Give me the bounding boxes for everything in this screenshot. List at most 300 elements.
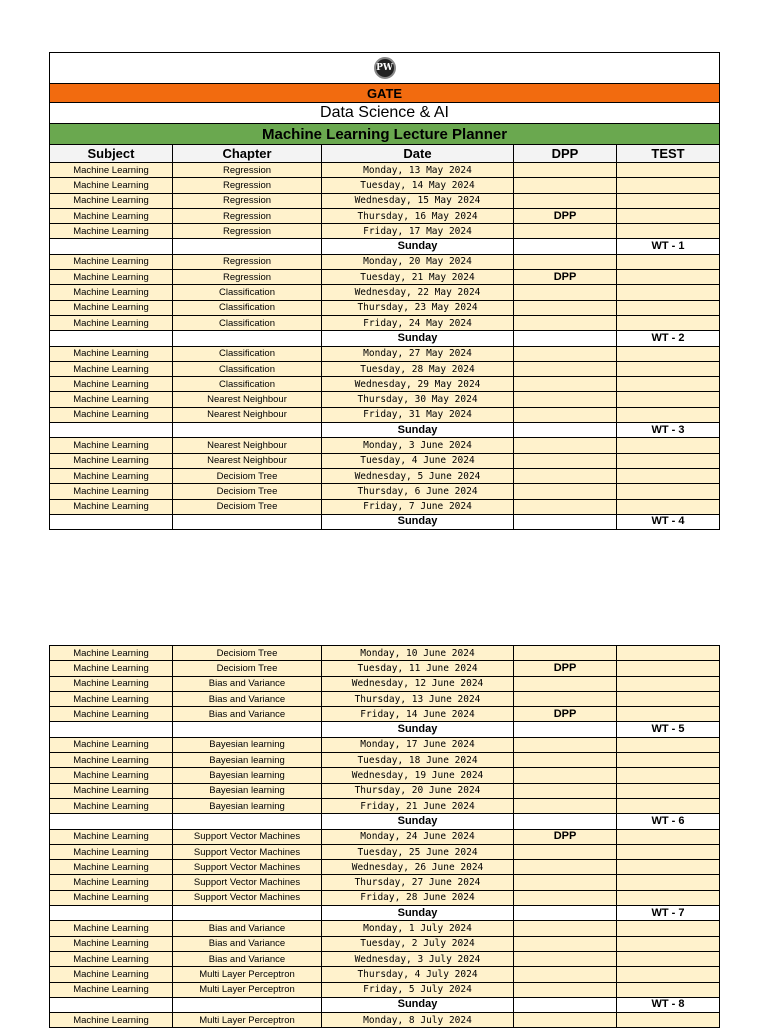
date-cell: Monday, 1 July 2024	[322, 921, 514, 936]
table-row	[50, 377, 720, 392]
chapter-cell	[173, 906, 322, 921]
table-row	[50, 270, 720, 285]
chapter-cell: Bayesian learning	[173, 753, 322, 768]
test-cell	[617, 407, 720, 422]
dpp-cell	[514, 768, 617, 783]
program-title: Data Science & AI	[50, 103, 720, 124]
subject-cell: Machine Learning	[50, 361, 173, 376]
chapter-cell: Regression	[173, 270, 322, 285]
chapter-cell: Bayesian learning	[173, 783, 322, 798]
table-row	[50, 829, 720, 844]
dpp-cell	[514, 860, 617, 875]
sunday-label: Sunday	[322, 239, 514, 254]
test-cell	[617, 377, 720, 392]
subject-cell: Machine Learning	[50, 951, 173, 966]
subject-cell: Machine Learning	[50, 285, 173, 300]
date-cell: Tuesday, 25 June 2024	[322, 844, 514, 859]
subject-cell: Machine Learning	[50, 377, 173, 392]
subject-cell: Machine Learning	[50, 691, 173, 706]
chapter-cell: Bayesian learning	[173, 737, 322, 752]
table-row	[50, 484, 720, 499]
chapter-cell: Support Vector Machines	[173, 829, 322, 844]
dpp-cell	[514, 315, 617, 330]
planner-banner	[50, 124, 720, 145]
test-cell	[617, 453, 720, 468]
test-cell	[617, 193, 720, 208]
date-cell: Tuesday, 28 May 2024	[322, 361, 514, 376]
date-cell: Friday, 7 June 2024	[322, 499, 514, 514]
dpp-cell	[514, 285, 617, 300]
test-cell	[617, 270, 720, 285]
test-cell	[617, 783, 720, 798]
planner-table-page-2	[49, 645, 720, 1028]
sunday-row	[50, 997, 720, 1012]
date-cell: Monday, 10 June 2024	[322, 646, 514, 661]
dpp-cell	[514, 753, 617, 768]
dpp-cell	[514, 438, 617, 453]
table-row	[50, 707, 720, 722]
dpp-cell	[514, 737, 617, 752]
test-cell	[617, 982, 720, 997]
date-cell: Thursday, 4 July 2024	[322, 967, 514, 982]
dpp-cell	[514, 921, 617, 936]
chapter-cell: Regression	[173, 224, 322, 239]
chapter-cell: Classification	[173, 315, 322, 330]
chapter-cell: Bias and Variance	[173, 676, 322, 691]
subject-cell: Machine Learning	[50, 438, 173, 453]
subject-cell: Machine Learning	[50, 737, 173, 752]
chapter-cell: Bias and Variance	[173, 951, 322, 966]
chapter-cell: Bias and Variance	[173, 707, 322, 722]
dpp-cell	[514, 300, 617, 315]
dpp-cell	[514, 783, 617, 798]
table-row	[50, 844, 720, 859]
chapter-cell: Support Vector Machines	[173, 890, 322, 905]
sunday-label: Sunday	[322, 331, 514, 346]
subject-cell: Machine Learning	[50, 193, 173, 208]
dpp-cell	[514, 361, 617, 376]
logo-row	[50, 53, 720, 84]
dpp-cell: DPP	[514, 208, 617, 223]
table-row	[50, 646, 720, 661]
table-row	[50, 224, 720, 239]
sunday-label: Sunday	[322, 423, 514, 438]
dpp-cell	[514, 875, 617, 890]
test-cell	[617, 844, 720, 859]
table-row	[50, 860, 720, 875]
chapter-cell: Classification	[173, 300, 322, 315]
test-cell	[617, 392, 720, 407]
date-cell: Thursday, 13 June 2024	[322, 691, 514, 706]
date-cell: Tuesday, 18 June 2024	[322, 753, 514, 768]
date-cell: Monday, 17 June 2024	[322, 737, 514, 752]
dpp-cell	[514, 844, 617, 859]
test-label: WT - 4	[617, 514, 720, 529]
dpp-cell: DPP	[514, 707, 617, 722]
test-cell	[617, 798, 720, 813]
test-cell	[617, 346, 720, 361]
subject-cell: Machine Learning	[50, 661, 173, 676]
chapter-cell: Regression	[173, 208, 322, 223]
test-cell	[617, 707, 720, 722]
test-cell	[617, 315, 720, 330]
dpp-cell	[514, 646, 617, 661]
date-cell: Thursday, 27 June 2024	[322, 875, 514, 890]
dpp-cell	[514, 423, 617, 438]
sunday-label: Sunday	[322, 722, 514, 737]
table-row	[50, 453, 720, 468]
subject-cell: Machine Learning	[50, 890, 173, 905]
table-row	[50, 178, 720, 193]
chapter-cell	[173, 997, 322, 1012]
date-cell: Tuesday, 2 July 2024	[322, 936, 514, 951]
chapter-cell: Regression	[173, 254, 322, 269]
date-cell: Friday, 28 June 2024	[322, 890, 514, 905]
subject-cell: Machine Learning	[50, 163, 173, 178]
table-row	[50, 468, 720, 483]
dpp-cell	[514, 936, 617, 951]
sunday-label: Sunday	[322, 906, 514, 921]
date-cell: Monday, 20 May 2024	[322, 254, 514, 269]
column-header-date: Date	[322, 145, 514, 163]
dpp-cell	[514, 178, 617, 193]
table-row	[50, 361, 720, 376]
test-cell	[617, 967, 720, 982]
sunday-row	[50, 239, 720, 254]
test-cell	[617, 468, 720, 483]
test-cell	[617, 829, 720, 844]
dpp-cell	[514, 453, 617, 468]
dpp-cell: DPP	[514, 270, 617, 285]
test-label: WT - 1	[617, 239, 720, 254]
dpp-cell	[514, 193, 617, 208]
table-row	[50, 315, 720, 330]
table-row	[50, 285, 720, 300]
chapter-cell: Nearest Neighbour	[173, 407, 322, 422]
subject-cell: Machine Learning	[50, 921, 173, 936]
subject-cell: Machine Learning	[50, 982, 173, 997]
dpp-cell	[514, 224, 617, 239]
chapter-cell: Classification	[173, 285, 322, 300]
chapter-cell: Support Vector Machines	[173, 860, 322, 875]
dpp-cell	[514, 407, 617, 422]
dpp-cell: DPP	[514, 661, 617, 676]
test-label: WT - 2	[617, 331, 720, 346]
test-cell	[617, 224, 720, 239]
dpp-cell	[514, 676, 617, 691]
column-header-test: TEST	[617, 145, 720, 163]
subject-cell: Machine Learning	[50, 798, 173, 813]
sunday-label: Sunday	[322, 997, 514, 1012]
chapter-cell: Decisiom Tree	[173, 484, 322, 499]
dpp-cell	[514, 691, 617, 706]
subject-cell: Machine Learning	[50, 676, 173, 691]
table-row	[50, 346, 720, 361]
chapter-cell	[173, 239, 322, 254]
subject-cell: Machine Learning	[50, 346, 173, 361]
table-row	[50, 254, 720, 269]
chapter-cell	[173, 722, 322, 737]
date-cell: Tuesday, 11 June 2024	[322, 661, 514, 676]
subject-cell: Machine Learning	[50, 768, 173, 783]
test-cell	[617, 936, 720, 951]
planner-title: Machine Learning Lecture Planner	[50, 124, 720, 145]
date-cell: Monday, 24 June 2024	[322, 829, 514, 844]
sunday-row	[50, 514, 720, 529]
column-header-subject: Subject	[50, 145, 173, 163]
sunday-row	[50, 814, 720, 829]
chapter-cell: Decisiom Tree	[173, 661, 322, 676]
dpp-cell	[514, 982, 617, 997]
subject-cell: Machine Learning	[50, 753, 173, 768]
date-cell: Friday, 14 June 2024	[322, 707, 514, 722]
subject-cell: Machine Learning	[50, 499, 173, 514]
table-row	[50, 798, 720, 813]
subject-cell: Machine Learning	[50, 407, 173, 422]
chapter-cell: Nearest Neighbour	[173, 438, 322, 453]
subject-cell: Machine Learning	[50, 468, 173, 483]
chapter-cell: Decisiom Tree	[173, 646, 322, 661]
test-label: WT - 5	[617, 722, 720, 737]
table-row	[50, 783, 720, 798]
dpp-cell	[514, 392, 617, 407]
subject-cell	[50, 814, 173, 829]
date-cell: Wednesday, 3 July 2024	[322, 951, 514, 966]
schedule-body-page-2	[50, 646, 720, 1028]
sunday-label: Sunday	[322, 514, 514, 529]
test-cell	[617, 163, 720, 178]
test-cell	[617, 646, 720, 661]
subject-cell	[50, 997, 173, 1012]
chapter-cell	[173, 331, 322, 346]
subject-cell: Machine Learning	[50, 783, 173, 798]
chapter-cell: Classification	[173, 377, 322, 392]
chapter-cell: Regression	[173, 193, 322, 208]
subject-cell	[50, 239, 173, 254]
date-cell: Monday, 3 June 2024	[322, 438, 514, 453]
dpp-cell	[514, 254, 617, 269]
sunday-row	[50, 906, 720, 921]
subject-cell: Machine Learning	[50, 936, 173, 951]
chapter-cell: Support Vector Machines	[173, 844, 322, 859]
test-cell	[617, 890, 720, 905]
dpp-cell	[514, 331, 617, 346]
sunday-row	[50, 331, 720, 346]
table-row	[50, 982, 720, 997]
date-cell: Wednesday, 19 June 2024	[322, 768, 514, 783]
dpp-cell	[514, 468, 617, 483]
dpp-cell	[514, 163, 617, 178]
chapter-cell: Decisiom Tree	[173, 499, 322, 514]
subject-cell	[50, 514, 173, 529]
test-cell	[617, 860, 720, 875]
date-cell: Wednesday, 5 June 2024	[322, 468, 514, 483]
date-cell: Wednesday, 26 June 2024	[322, 860, 514, 875]
table-row	[50, 967, 720, 982]
subject-cell: Machine Learning	[50, 224, 173, 239]
test-label: WT - 3	[617, 423, 720, 438]
subject-cell: Machine Learning	[50, 860, 173, 875]
chapter-cell: Regression	[173, 163, 322, 178]
test-cell	[617, 438, 720, 453]
table-row	[50, 951, 720, 966]
table-row	[50, 438, 720, 453]
program-banner	[50, 103, 720, 124]
dpp-cell	[514, 890, 617, 905]
subject-cell: Machine Learning	[50, 707, 173, 722]
subject-cell: Machine Learning	[50, 967, 173, 982]
date-cell: Friday, 31 May 2024	[322, 407, 514, 422]
dpp-cell	[514, 951, 617, 966]
chapter-cell	[173, 814, 322, 829]
test-label: WT - 8	[617, 997, 720, 1012]
chapter-cell: Nearest Neighbour	[173, 392, 322, 407]
subject-cell: Machine Learning	[50, 1013, 173, 1028]
date-cell: Thursday, 16 May 2024	[322, 208, 514, 223]
chapter-cell: Regression	[173, 178, 322, 193]
table-row	[50, 208, 720, 223]
dpp-cell	[514, 239, 617, 254]
dpp-cell	[514, 514, 617, 529]
chapter-cell: Classification	[173, 361, 322, 376]
date-cell: Friday, 5 July 2024	[322, 982, 514, 997]
dpp-cell	[514, 967, 617, 982]
subject-cell: Machine Learning	[50, 178, 173, 193]
table-row	[50, 661, 720, 676]
chapter-cell: Bayesian learning	[173, 798, 322, 813]
subject-cell: Machine Learning	[50, 875, 173, 890]
pw-logo-icon: PW	[374, 57, 396, 79]
test-cell	[617, 921, 720, 936]
table-row	[50, 737, 720, 752]
table-row	[50, 300, 720, 315]
test-cell	[617, 676, 720, 691]
dpp-cell	[514, 484, 617, 499]
test-label: WT - 7	[617, 906, 720, 921]
subject-cell: Machine Learning	[50, 270, 173, 285]
chapter-cell: Decisiom Tree	[173, 468, 322, 483]
table-row	[50, 691, 720, 706]
table-row	[50, 163, 720, 178]
chapter-cell: Multi Layer Perceptron	[173, 982, 322, 997]
exam-title: GATE	[50, 84, 720, 103]
subject-cell: Machine Learning	[50, 844, 173, 859]
subject-cell: Machine Learning	[50, 300, 173, 315]
subject-cell: Machine Learning	[50, 208, 173, 223]
chapter-cell: Multi Layer Perceptron	[173, 1013, 322, 1028]
test-cell	[617, 661, 720, 676]
date-cell: Tuesday, 4 June 2024	[322, 453, 514, 468]
test-cell	[617, 499, 720, 514]
subject-cell	[50, 423, 173, 438]
chapter-cell: Support Vector Machines	[173, 875, 322, 890]
subject-cell: Machine Learning	[50, 315, 173, 330]
table-row	[50, 875, 720, 890]
sunday-label: Sunday	[322, 814, 514, 829]
subject-cell: Machine Learning	[50, 392, 173, 407]
chapter-cell: Multi Layer Perceptron	[173, 967, 322, 982]
date-cell: Monday, 8 July 2024	[322, 1013, 514, 1028]
date-cell: Friday, 17 May 2024	[322, 224, 514, 239]
date-cell: Monday, 13 May 2024	[322, 163, 514, 178]
subject-cell: Machine Learning	[50, 453, 173, 468]
chapter-cell: Nearest Neighbour	[173, 453, 322, 468]
test-cell	[617, 1013, 720, 1028]
date-cell: Wednesday, 22 May 2024	[322, 285, 514, 300]
test-cell	[617, 691, 720, 706]
table-row	[50, 193, 720, 208]
chapter-cell: Bayesian learning	[173, 768, 322, 783]
column-header-chapter: Chapter	[173, 145, 322, 163]
subject-cell	[50, 722, 173, 737]
dpp-cell	[514, 722, 617, 737]
column-header-dpp: DPP	[514, 145, 617, 163]
table-row	[50, 499, 720, 514]
table-row	[50, 1013, 720, 1028]
chapter-cell	[173, 514, 322, 529]
date-cell: Friday, 21 June 2024	[322, 798, 514, 813]
dpp-cell	[514, 377, 617, 392]
test-cell	[617, 875, 720, 890]
test-cell	[617, 208, 720, 223]
test-cell	[617, 285, 720, 300]
dpp-cell	[514, 997, 617, 1012]
chapter-cell: Classification	[173, 346, 322, 361]
date-cell: Tuesday, 21 May 2024	[322, 270, 514, 285]
dpp-cell	[514, 798, 617, 813]
subject-cell: Machine Learning	[50, 646, 173, 661]
test-cell	[617, 361, 720, 376]
planner-table-page-1	[49, 52, 720, 530]
date-cell: Wednesday, 15 May 2024	[322, 193, 514, 208]
date-cell: Thursday, 30 May 2024	[322, 392, 514, 407]
test-cell	[617, 951, 720, 966]
chapter-cell: Bias and Variance	[173, 691, 322, 706]
test-cell	[617, 254, 720, 269]
table-row	[50, 768, 720, 783]
subject-cell	[50, 331, 173, 346]
chapter-cell	[173, 423, 322, 438]
table-row	[50, 936, 720, 951]
subject-cell	[50, 906, 173, 921]
table-row	[50, 921, 720, 936]
date-cell: Thursday, 23 May 2024	[322, 300, 514, 315]
table-row	[50, 407, 720, 422]
date-cell: Thursday, 20 June 2024	[322, 783, 514, 798]
dpp-cell: DPP	[514, 829, 617, 844]
dpp-cell	[514, 906, 617, 921]
dpp-cell	[514, 1013, 617, 1028]
test-cell	[617, 178, 720, 193]
test-label: WT - 6	[617, 814, 720, 829]
column-header-row	[50, 145, 720, 163]
table-row	[50, 753, 720, 768]
sunday-row	[50, 423, 720, 438]
date-cell: Thursday, 6 June 2024	[322, 484, 514, 499]
table-row	[50, 890, 720, 905]
chapter-cell: Bias and Variance	[173, 936, 322, 951]
exam-banner	[50, 84, 720, 103]
date-cell: Wednesday, 12 June 2024	[322, 676, 514, 691]
subject-cell: Machine Learning	[50, 829, 173, 844]
schedule-body-page-1	[50, 163, 720, 530]
subject-cell: Machine Learning	[50, 254, 173, 269]
subject-cell: Machine Learning	[50, 484, 173, 499]
date-cell: Monday, 27 May 2024	[322, 346, 514, 361]
dpp-cell	[514, 814, 617, 829]
date-cell: Friday, 24 May 2024	[322, 315, 514, 330]
dpp-cell	[514, 499, 617, 514]
